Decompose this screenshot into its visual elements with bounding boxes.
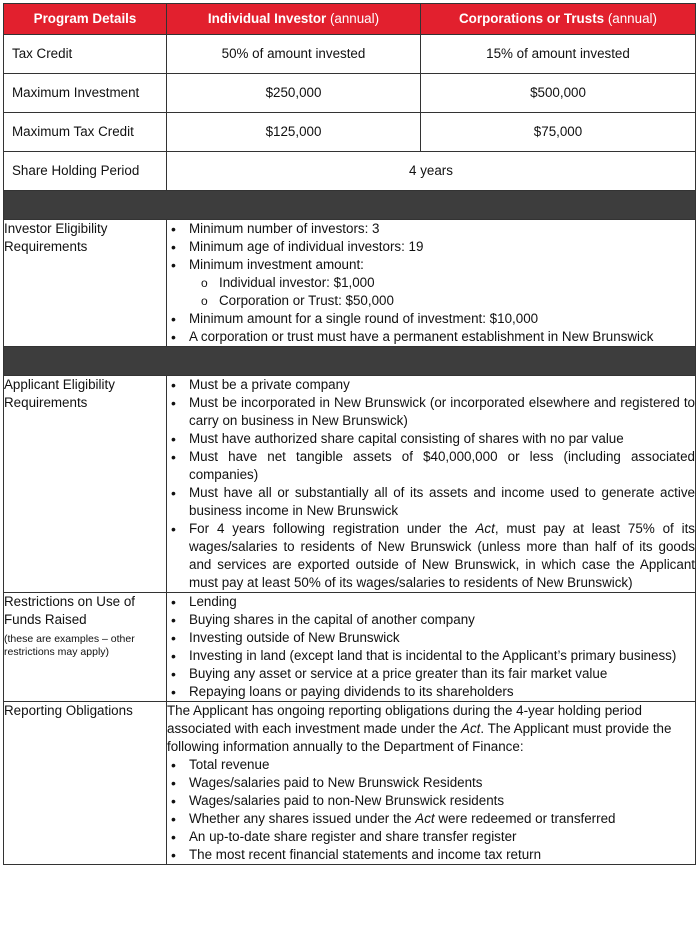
restrictions-row [4, 593, 696, 702]
list-item: • Total revenue [189, 756, 695, 774]
max-tax-credit-row [4, 113, 696, 152]
act-italic: Act [415, 811, 435, 826]
list-text: Whether any shares issued under the [189, 811, 416, 826]
restrictions-list [167, 593, 695, 701]
max-investment-row [4, 74, 696, 113]
restrictions-note: (these are examples – other restrictions may apply) [4, 633, 135, 658]
header-individual-annual: (annual) [326, 11, 380, 26]
list-item [189, 256, 695, 310]
list-text: were redeemed or transferred [434, 811, 616, 826]
list-item: • The most recent financial statements and income tax return [189, 846, 695, 864]
list-item: • A corporation or trust must have a permanent establishment in New Brunswick [189, 328, 695, 346]
header-individual-bold: Individual Investor [207, 11, 327, 26]
reporting-intro [167, 702, 695, 756]
investor-eligibility-list-cell [167, 220, 696, 347]
section-divider [4, 347, 696, 376]
header-individual [167, 4, 421, 35]
header-corporate-annual: (annual) [604, 11, 657, 26]
holding-period-value: 4 years [167, 152, 696, 191]
row-individual-value: 50% of amount invested [167, 35, 421, 74]
investor-eligibility-row [4, 220, 696, 347]
list-item: • Minimum number of investors: 3 [189, 220, 695, 238]
header-corporate [421, 4, 696, 35]
list-text: , must pay at least 75% of its wages/salaries to residents of New Brunswick (unless more than half of its goods and services are exported outside of New Brunswick, in which case the Applicant must pay at least 50% of its wages/salaries to residents of New Brunswick) [189, 521, 696, 590]
divider-cell [4, 347, 696, 376]
sub-list-item: o Individual investor: $1,000 [219, 274, 695, 292]
applicant-eligibility-list-cell [167, 376, 696, 593]
act-italic: Act [461, 721, 481, 736]
header-corporate-bold: Corporations or Trusts [459, 11, 605, 26]
reporting-label: Reporting Obligations [4, 702, 167, 865]
list-item-text: Minimum investment amount: [189, 257, 364, 272]
row-label: Maximum Tax Credit [4, 113, 167, 152]
list-item: • Must have all or substantially all of its assets and income used to generate active business income in New Brunswick [189, 484, 695, 520]
list-item: • An up-to-date share register and share transfer register [189, 828, 695, 846]
applicant-eligibility-list [167, 376, 695, 592]
list-item: • Repaying loans or paying dividends to its shareholders [189, 683, 695, 701]
list-item [189, 810, 695, 828]
row-label: Maximum Investment [4, 74, 167, 113]
applicant-eligibility-row [4, 376, 696, 593]
intro-text: The Applicant has ongoing reporting obligations during the 4-year holding period associated with each investment made under the [167, 703, 642, 736]
list-item: • Investing in land (except land that is incidental to the Applicant’s primary business) [189, 647, 695, 665]
list-item: • Minimum amount for a single round of investment: $10,000 [189, 310, 695, 328]
restrictions-label-cell [4, 593, 167, 702]
list-item: • Minimum age of individual investors: 19 [189, 238, 695, 256]
restrictions-label: Restrictions on Use of Funds Raised [4, 594, 135, 627]
sub-list-item: o Corporation or Trust: $50,000 [219, 292, 695, 310]
list-item: • Buying any asset or service at a price greater than its fair market value [189, 665, 695, 683]
act-italic: Act [475, 521, 495, 536]
row-label: Tax Credit [4, 35, 167, 74]
row-label: Share Holding Period [4, 152, 167, 191]
list-item: • Must have net tangible assets of $40,000,000 or less (including associated companies) [189, 448, 695, 484]
reporting-row [4, 702, 696, 865]
intro-text: . The Applicant must provide the following information annually to the Department of Finance: [167, 721, 672, 754]
row-corporate-value: 15% of amount invested [421, 35, 696, 74]
section-divider [4, 191, 696, 220]
header-row [4, 4, 696, 35]
list-item [189, 520, 695, 592]
reporting-cell [167, 702, 696, 865]
sub-list [189, 274, 695, 310]
list-item: • Wages/salaries paid to New Brunswick Residents [189, 774, 695, 792]
divider-cell [4, 191, 696, 220]
header-program-details: Program Details [4, 4, 167, 35]
list-item: • Lending [189, 593, 695, 611]
list-item: • Investing outside of New Brunswick [189, 629, 695, 647]
list-item: • Wages/salaries paid to non-New Brunswick residents [189, 792, 695, 810]
list-item: • Must have authorized share capital consisting of shares with no par value [189, 430, 695, 448]
row-individual-value: $250,000 [167, 74, 421, 113]
reporting-list [167, 756, 695, 864]
holding-period-row [4, 152, 696, 191]
row-corporate-value: $75,000 [421, 113, 696, 152]
applicant-eligibility-label: Applicant Eligibility Requirements [4, 376, 167, 593]
tax-credit-row [4, 35, 696, 74]
row-corporate-value: $500,000 [421, 74, 696, 113]
row-individual-value: $125,000 [167, 113, 421, 152]
investor-eligibility-list [167, 220, 695, 346]
list-item: • Must be a private company [189, 376, 695, 394]
restrictions-list-cell [167, 593, 696, 702]
investor-eligibility-label: Investor Eligibility Requirements [4, 220, 167, 347]
program-details-table [3, 3, 696, 865]
list-item: • Buying shares in the capital of another company [189, 611, 695, 629]
list-text: For 4 years following registration under the [189, 521, 476, 536]
list-item: • Must be incorporated in New Brunswick (or incorporated elsewhere and registered to carry on business in New Brunswick) [189, 394, 695, 430]
